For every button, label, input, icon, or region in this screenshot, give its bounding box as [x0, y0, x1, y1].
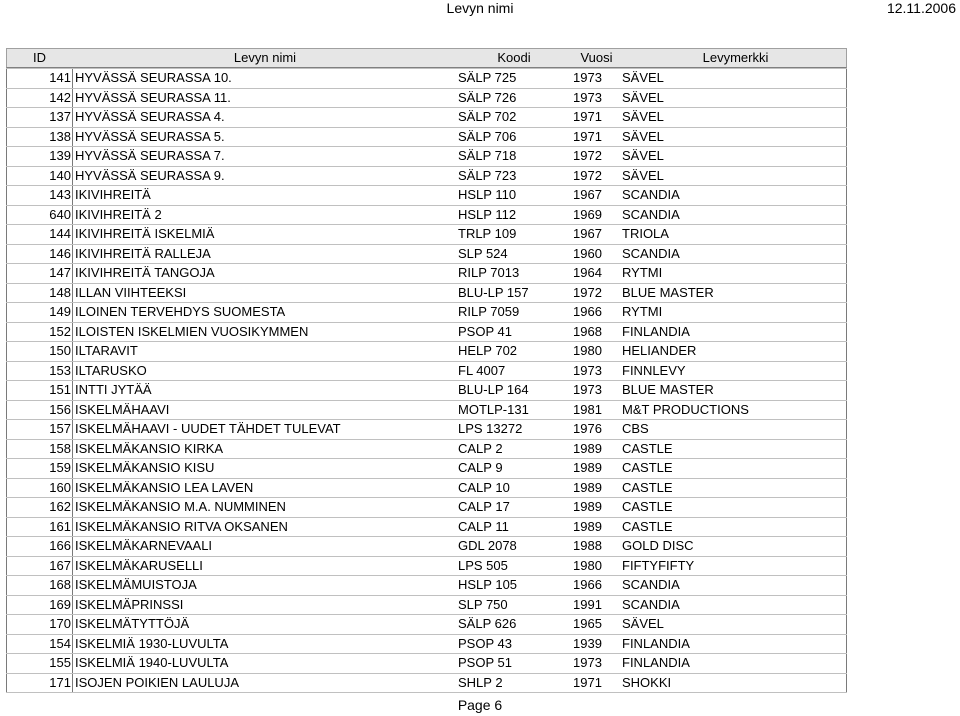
- table-row: [6, 68, 847, 88]
- cell-code: LPS 13272: [458, 421, 523, 436]
- cell-name: IKIVIHREITÄ 2: [75, 206, 162, 222]
- table-row: [6, 88, 847, 108]
- table-row: [6, 224, 847, 244]
- cell-code: CALP 9: [458, 460, 503, 475]
- cell-code: LPS 505: [458, 557, 508, 573]
- cell-year: 1973: [573, 382, 602, 397]
- table-row: [6, 322, 847, 342]
- cell-name: IKIVIHREITÄ TANGOJA: [75, 265, 215, 280]
- cell-name: HYVÄSSÄ SEURASSA 4.: [75, 109, 225, 124]
- cell-id: 170: [49, 616, 71, 631]
- cell-name: HYVÄSSÄ SEURASSA 5.: [75, 128, 225, 144]
- cell-label: CASTLE: [622, 479, 673, 495]
- table-row: [6, 263, 847, 283]
- cell-code: RILP 7059: [458, 304, 520, 319]
- cell-code: CALP 10: [458, 479, 510, 495]
- cell-code: BLU-LP 157: [458, 284, 529, 300]
- cell-year: 1989: [573, 518, 602, 534]
- cell-name: ISKELMÄKANSIO KIRKA: [75, 440, 224, 456]
- cell-year: 1991: [573, 596, 602, 612]
- cell-label: SÄVEL: [622, 616, 664, 631]
- table-row: [6, 458, 847, 478]
- cell-id: 141: [49, 70, 71, 85]
- cell-id: 156: [49, 401, 71, 417]
- table-row: [6, 380, 847, 400]
- cell-year: 1989: [573, 499, 602, 514]
- cell-label: FINLANDIA: [622, 655, 690, 670]
- cell-id: 640: [49, 206, 71, 222]
- cell-id: 143: [49, 187, 71, 202]
- cell-label: RYTMI: [622, 304, 663, 319]
- cell-year: 1989: [573, 440, 602, 456]
- cell-code: RILP 7013: [458, 265, 520, 280]
- cell-year: 1988: [573, 538, 602, 553]
- cell-id: 161: [49, 518, 71, 534]
- cell-year: 1960: [573, 245, 602, 261]
- cell-code: MOTLP-131: [458, 401, 529, 417]
- table-row: [6, 205, 847, 225]
- cell-year: 1973: [573, 70, 602, 85]
- cell-year: 1939: [573, 635, 602, 651]
- cell-year: 1965: [573, 616, 602, 631]
- cell-id: 160: [49, 479, 71, 495]
- cell-id: 137: [49, 109, 71, 124]
- cell-label: SCANDIA: [622, 577, 680, 592]
- cell-id: 157: [49, 421, 71, 436]
- cell-label: FINLANDIA: [622, 323, 690, 339]
- table-row: [6, 536, 847, 556]
- cell-name: ISKELMIÄ 1930-LUVULTA: [75, 635, 229, 651]
- cell-code: SHLP 2: [458, 674, 503, 690]
- page-number: Page 6: [457, 697, 503, 713]
- cell-name: IKIVIHREITÄ RALLEJA: [75, 245, 211, 261]
- table-row: [6, 517, 847, 537]
- cell-name: ISKELMÄMUISTOJA: [75, 577, 197, 592]
- cell-label: CBS: [622, 421, 649, 436]
- cell-label: SÄVEL: [622, 167, 664, 183]
- cell-name: IKIVIHREITÄ ISKELMIÄ: [75, 226, 215, 241]
- cell-id: 166: [49, 538, 71, 553]
- table-row: [6, 302, 847, 322]
- cell-id: 155: [49, 655, 71, 670]
- table-header-row: [6, 48, 847, 68]
- cell-id: 154: [49, 635, 71, 651]
- cell-label: BLUE MASTER: [622, 382, 714, 397]
- cell-name: ISKELMIÄ 1940-LUVULTA: [75, 655, 229, 670]
- cell-label: CASTLE: [622, 499, 673, 514]
- cell-year: 1973: [573, 655, 602, 670]
- cell-label: SÄVEL: [622, 70, 664, 85]
- print-date: 12.11.2006: [886, 0, 956, 16]
- cell-code: SÄLP 626: [458, 616, 517, 631]
- cell-id: 142: [49, 89, 71, 105]
- cell-name: ISKELMÄTYTTÖJÄ: [75, 616, 190, 631]
- cell-label: FINNLEVY: [622, 362, 686, 378]
- table-row: [6, 244, 847, 264]
- cell-year: 1973: [573, 362, 602, 378]
- cell-id: 138: [49, 128, 71, 144]
- cell-year: 1967: [573, 187, 602, 202]
- cell-name: HYVÄSSÄ SEURASSA 7.: [75, 148, 225, 163]
- table-row: [6, 146, 847, 166]
- table-row: [6, 653, 847, 673]
- cell-id: 153: [49, 362, 71, 378]
- cell-name: ISKELMÄKARNEVAALI: [75, 538, 213, 553]
- cell-code: CALP 2: [458, 440, 503, 456]
- cell-id: 167: [49, 557, 71, 573]
- cell-label: SCANDIA: [622, 187, 680, 202]
- cell-code: SÄLP 706: [458, 128, 517, 144]
- cell-name: ILOISTEN ISKELMIEN VUOSIKYMMEN: [75, 323, 309, 339]
- cell-year: 1980: [573, 343, 602, 358]
- table-row: [6, 283, 847, 303]
- cell-name: ISKELMÄKANSIO RITVA OKSANEN: [75, 518, 288, 534]
- cell-year: 1973: [573, 89, 602, 105]
- cell-label: CASTLE: [622, 518, 673, 534]
- table-row: [6, 478, 847, 498]
- table-row: [6, 575, 847, 595]
- column-header-label: Levymerkki: [702, 50, 769, 65]
- table-row: [6, 595, 847, 615]
- cell-id: 151: [49, 382, 71, 397]
- cell-id: 169: [49, 596, 71, 612]
- cell-year: 1972: [573, 167, 602, 183]
- cell-code: SÄLP 702: [458, 109, 517, 124]
- cell-code: CALP 11: [458, 518, 509, 534]
- cell-label: CASTLE: [622, 460, 673, 475]
- cell-code: TRLP 109: [458, 226, 517, 241]
- page-title: Levyn nimi: [446, 0, 514, 16]
- cell-name: ISKELMÄKANSIO M.A. NUMMINEN: [75, 499, 286, 514]
- cell-code: SÄLP 718: [458, 148, 517, 163]
- cell-label: GOLD DISC: [622, 538, 694, 553]
- table-row: [6, 361, 847, 381]
- cell-code: PSOP 41: [458, 323, 512, 339]
- cell-year: 1989: [573, 460, 602, 475]
- cell-code: HSLP 105: [458, 577, 518, 592]
- cell-year: 1966: [573, 304, 602, 319]
- cell-year: 1968: [573, 323, 602, 339]
- table-row: [6, 400, 847, 420]
- records-table: [6, 48, 847, 693]
- cell-label: SHOKKI: [622, 674, 672, 690]
- cell-name: ILLAN VIIHTEEKSI: [75, 284, 187, 300]
- cell-name: HYVÄSSÄ SEURASSA 9.: [75, 167, 225, 183]
- cell-name: ISKELMÄKANSIO LEA LAVEN: [75, 479, 254, 495]
- cell-name: ISKELMÄHAAVI: [75, 401, 170, 417]
- cell-label: CASTLE: [622, 440, 673, 456]
- cell-year: 1966: [573, 577, 602, 592]
- cell-year: 1971: [573, 109, 602, 124]
- cell-label: FIFTYFIFTY: [622, 557, 695, 573]
- cell-name: IKIVIHREITÄ: [75, 187, 151, 202]
- cell-label: SCANDIA: [622, 206, 680, 222]
- cell-name: ISKELMÄKARUSELLI: [75, 557, 203, 573]
- cell-name: INTTI JYTÄÄ: [75, 382, 152, 397]
- cell-year: 1980: [573, 557, 602, 573]
- table-row: [6, 127, 847, 147]
- cell-year: 1981: [573, 401, 602, 417]
- cell-code: PSOP 43: [458, 635, 512, 651]
- column-header-year: Vuosi: [580, 50, 613, 65]
- cell-year: 1967: [573, 226, 602, 241]
- table-row: [6, 439, 847, 459]
- cell-label: SÄVEL: [622, 148, 664, 163]
- cell-year: 1971: [573, 674, 602, 690]
- cell-name: ISKELMÄHAAVI - UUDET TÄHDET TULEVAT: [75, 421, 341, 436]
- cell-id: 158: [49, 440, 71, 456]
- cell-label: SCANDIA: [622, 596, 680, 612]
- cell-year: 1976: [573, 421, 602, 436]
- cell-id: 171: [49, 674, 71, 690]
- cell-name: ILOINEN TERVEHDYS SUOMESTA: [75, 304, 286, 319]
- column-header-name: Levyn nimi: [233, 50, 297, 65]
- cell-id: 148: [49, 284, 71, 300]
- cell-id: 152: [49, 323, 71, 339]
- cell-label: FINLANDIA: [622, 635, 690, 651]
- column-header-code: Koodi: [497, 50, 531, 65]
- cell-year: 1972: [573, 284, 602, 300]
- table-row: [6, 634, 847, 654]
- cell-label: SCANDIA: [622, 245, 680, 261]
- table-row: [6, 185, 847, 205]
- cell-label: HELIANDER: [622, 343, 697, 358]
- cell-code: CALP 17: [458, 499, 510, 514]
- cell-id: 159: [49, 460, 71, 475]
- table-body: [6, 68, 847, 693]
- cell-id: 150: [49, 343, 71, 358]
- table-row: [6, 614, 847, 634]
- cell-label: SÄVEL: [622, 109, 664, 124]
- table-row: [6, 673, 847, 694]
- cell-id: 149: [49, 304, 71, 319]
- cell-year: 1971: [573, 128, 602, 144]
- table-row: [6, 497, 847, 517]
- cell-name: HYVÄSSÄ SEURASSA 11.: [75, 89, 231, 105]
- column-header-id: ID: [33, 50, 46, 65]
- cell-code: BLU-LP 164: [458, 382, 529, 397]
- cell-code: GDL 2078: [458, 538, 517, 553]
- cell-label: TRIOLA: [622, 226, 669, 241]
- cell-year: 1969: [573, 206, 602, 222]
- cell-id: 139: [49, 148, 71, 163]
- cell-id: 162: [49, 499, 71, 514]
- cell-label: SÄVEL: [622, 89, 664, 105]
- cell-id: 147: [49, 265, 71, 280]
- cell-name: HYVÄSSÄ SEURASSA 10.: [75, 70, 232, 85]
- table-row: [6, 341, 847, 361]
- cell-id: 144: [49, 226, 71, 241]
- cell-label: SÄVEL: [622, 128, 664, 144]
- cell-year: 1989: [573, 479, 602, 495]
- table-row: [6, 419, 847, 439]
- cell-label: RYTMI: [622, 265, 663, 280]
- table-row: [6, 556, 847, 576]
- cell-year: 1964: [573, 265, 602, 280]
- table-row: [6, 166, 847, 186]
- cell-code: SLP 524: [458, 245, 508, 261]
- cell-label: M&T PRODUCTIONS: [622, 401, 749, 417]
- cell-code: SLP 750: [458, 596, 508, 612]
- cell-name: ILTARAVIT: [75, 343, 138, 358]
- cell-id: 168: [49, 577, 71, 592]
- cell-id: 146: [49, 245, 71, 261]
- cell-year: 1972: [573, 148, 602, 163]
- cell-id: 140: [49, 167, 71, 183]
- cell-name: ISKELMÄPRINSSI: [75, 596, 184, 612]
- cell-code: SÄLP 725: [458, 70, 517, 85]
- cell-name: ISOJEN POIKIEN LAULUJA: [75, 674, 239, 690]
- cell-name: ILTARUSKO: [75, 362, 147, 378]
- cell-code: HSLP 110: [458, 187, 517, 202]
- cell-name: ISKELMÄKANSIO KISU: [75, 460, 215, 475]
- table-row: [6, 107, 847, 127]
- cell-code: PSOP 51: [458, 655, 512, 670]
- cell-code: SÄLP 723: [458, 167, 517, 183]
- cell-code: HSLP 112: [458, 206, 517, 222]
- cell-code: FL 4007: [458, 362, 506, 378]
- cell-label: BLUE MASTER: [622, 284, 714, 300]
- cell-code: SÄLP 726: [458, 89, 517, 105]
- cell-code: HELP 702: [458, 343, 518, 358]
